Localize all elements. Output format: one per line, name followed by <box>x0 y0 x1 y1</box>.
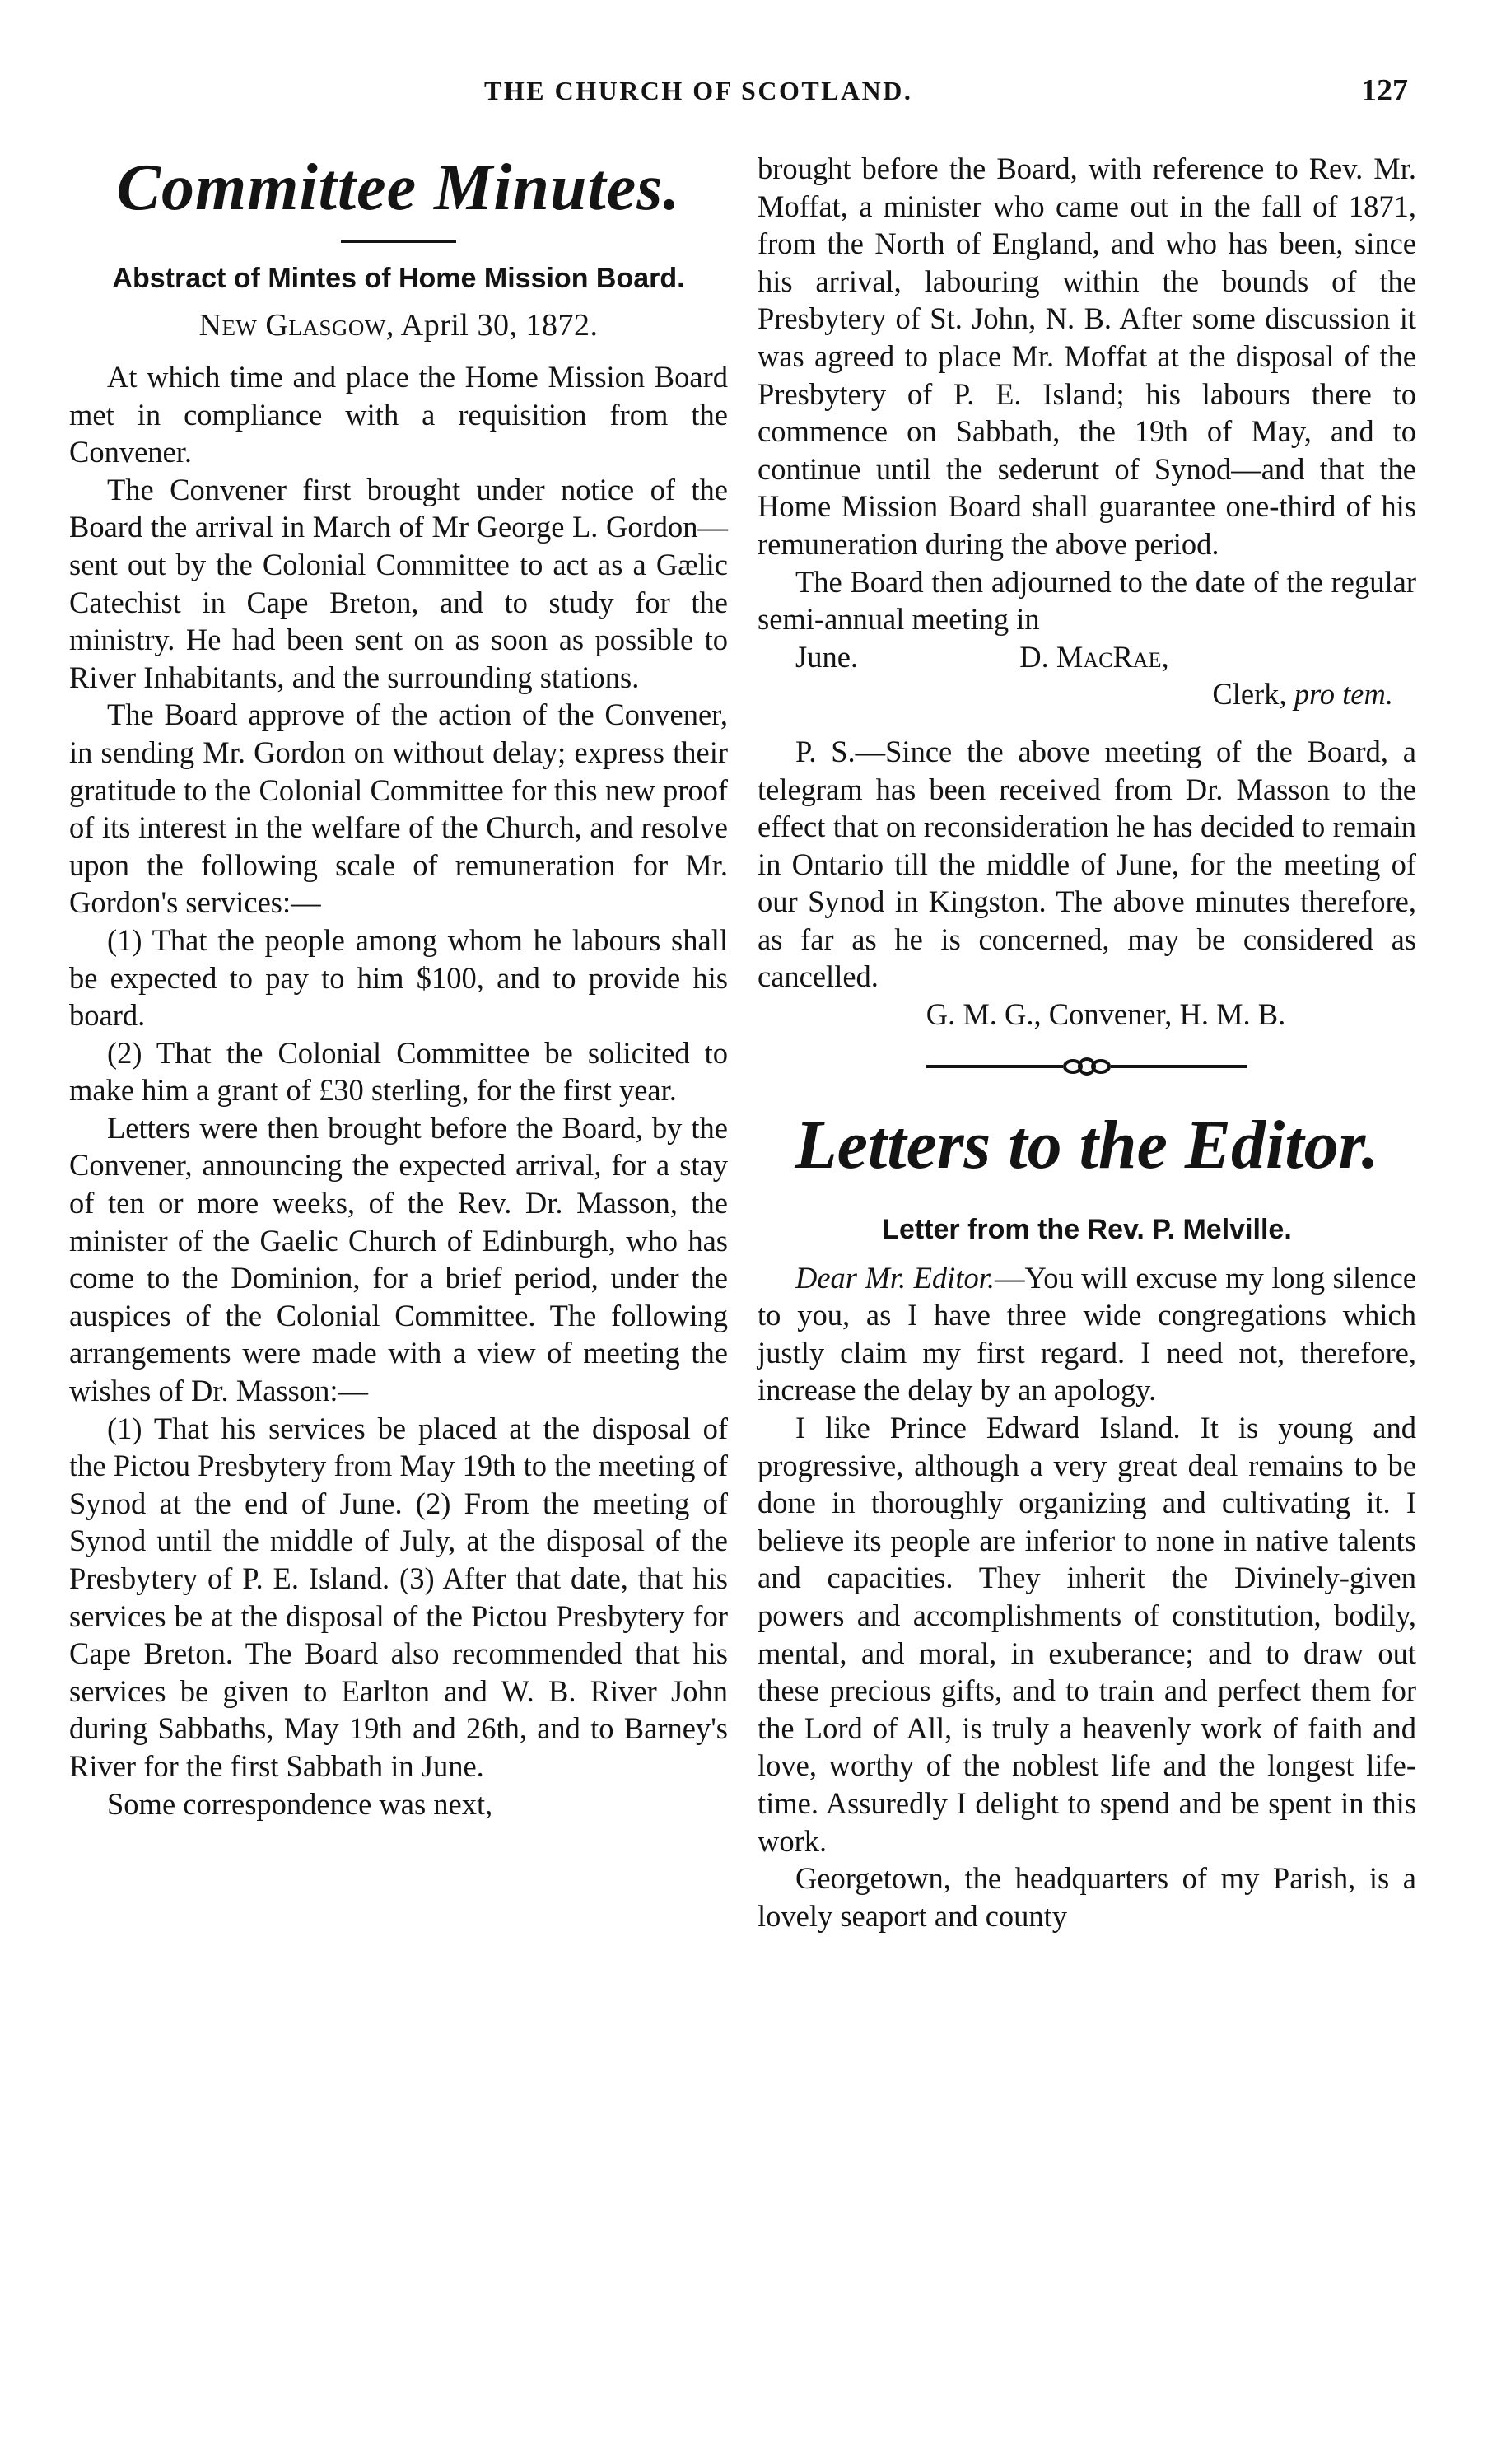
postscript-signature: G. M. G., Convener, H. M. B. <box>926 997 1286 1032</box>
running-head <box>0 73 1492 119</box>
running-head-title: THE CHURCH OF SCOTLAND. <box>484 76 913 105</box>
paragraph: brought before the Board, with reference to Rev. Mr. Moffat, a minister who came out in the fall of 1871, from the North of England, and who has been, since his arrival, labouring within the bounds of the Presbytery of St. John, N. B. After some discussion it was agreed to place Mr. Moffat at the disposal of the Presbytery of P. E. Island; his labours there to commence on Sabbath, the 19th of May, and to continue until the sederunt of Synod—and that the Home Mission Board shall guarantee one-third of his remuneration during the above period. <box>758 152 1416 561</box>
paragraph: At which time and place the Home Mission Board met in compliance with a requisition from the Convener. <box>69 360 728 469</box>
letter-salutation: Dear Mr. Editor. <box>795 1260 995 1295</box>
closing-line <box>758 638 1416 676</box>
paragraph: Georgetown, the headquarters of my Parish, is a lovely seaport and county <box>758 1861 1416 1933</box>
section-title-letters-to-the-editor: Letters to the Editor. <box>795 1106 1379 1183</box>
paragraph: (1) That the people among whom he labours shall be expected to pay to him $100, and to provide his board. <box>69 922 728 1033</box>
ornament-line-left <box>926 1065 1050 1068</box>
ornamental-divider <box>758 1050 1416 1083</box>
letter-opening: —You will excuse my long silence to you, as I have three wide congregations which justly claim my first regard. I need not, therefore, increase the delay by an apology. <box>758 1260 1416 1407</box>
paragraph: (2) That the Colonial Committee be solicited to make him a grant of £30 sterling, for the first year. <box>69 1035 728 1108</box>
paragraph: The Convener first brought under notice of the Board the arrival in March of Mr George L. Gordon—sent out by the Colonial Committee to act as a Gælic Catechist in Cape Breton, and to study for the ministry. He had been sent on as soon as possible to River Inhabitants, and the surrounding stations. <box>69 472 728 694</box>
paragraph: I like Prince Edward Island. It is young and progressive, although a very great deal remains to be done in thoroughly organizing and cultivating it. I believe its people are inferior to none in native talents and capacities. They inherit the Divinely-given powers and accomplishments of constitution, bodily, mental, and moral, in exuberance; and to draw out these precious gifts, and to train and perfect them for the Lord of All, is truly a heavenly work of faith and love, worthy of the noblest life and the longest life-time. Assuredly I delight to spend and be spent in this work. <box>758 1411 1416 1858</box>
letter-opening-paragraph <box>758 1259 1416 1409</box>
ornament-knot-icon <box>1050 1054 1124 1079</box>
page-number: 127 <box>1361 73 1408 108</box>
spacer <box>758 713 1416 733</box>
paragraph: Letters were then brought before the Board, by the Convener, announcing the expected arrival, for a stay of ten or more weeks, of the Rev. Dr. Masson, the minister of the Gaelic Church of Edinburgh, who has come to the Dominion, for a brief period, under the auspices of the Colonial Committee. The following arrangements were made with a view of meeting the wishes of Dr. Masson:— <box>69 1110 728 1408</box>
paragraph: The Board approve of the action of the Convener, in sending Mr. Gordon on without delay; express their gratitude to the Colonial Committee for this new proof of its interest in the welfare of the Church, and resolve upon the following scale of remuneration for Mr. Gordon's services:— <box>69 698 728 920</box>
dateline-place: New Glasgow, <box>198 308 394 343</box>
postscript: P. S.—Since the above meeting of the Board, a telegram has been received from Dr. Masson to the effect that on reconsideration he has decided to remain in Ontario till the middle of June, for the meeting of our Synod in Kingston. The above minutes therefore, as far as he is concerned, may be considered as cancelled. <box>758 734 1416 994</box>
article-title: Abstract of Mintes of Home Mission Board. <box>112 263 685 294</box>
left-column <box>69 147 728 1822</box>
section-title-committee-minutes: Committee Minutes. <box>116 152 681 224</box>
title-rule <box>341 240 456 243</box>
signatory-name: D. MacRae, <box>1019 639 1169 674</box>
ornament-line-right <box>1124 1065 1247 1068</box>
signatory-title: Clerk, <box>1212 677 1287 712</box>
paragraph: (1) That his services be placed at the disposal of the Pictou Presbytery from May 19th to the meeting of Synod at the end of June. (2) From the meeting of Synod until the middle of July, at the disposal of the Presbytery of P. E. Island. (3) After that date, that his services be at the disposal of the Pictou Presbytery for Cape Breton. The Board also recommended that his services be given to Earlton and W. B. River John during Sabbaths, May 19th and 26th, and to Barney's River for the first Sabbath in June. <box>69 1411 728 1783</box>
signatory-title-line <box>758 675 1416 713</box>
dateline <box>69 306 728 345</box>
paragraph: Some correspondence was next, <box>107 1786 493 1821</box>
dateline-date: April 30, 1872. <box>394 308 599 343</box>
signatory-title-italic: pro tem. <box>1294 677 1393 712</box>
paragraph: The Board then adjourned to the date of the regular semi-annual meeting in <box>758 564 1416 637</box>
right-column <box>758 150 1416 1934</box>
letter-title: Letter from the Rev. P. Melville. <box>882 1213 1292 1245</box>
closing-month: June. <box>795 639 859 674</box>
